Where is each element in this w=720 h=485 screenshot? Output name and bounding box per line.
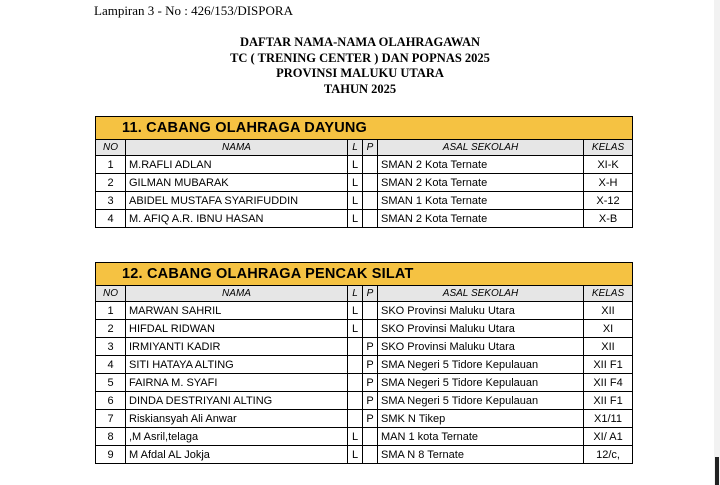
cell-no: 4 [96,356,126,374]
table-row [96,356,633,374]
heading-line-2: TC ( TRENING CENTER ) DAN POPNAS 2025 [230,50,490,65]
cell-no: 8 [96,428,126,446]
table-row [96,338,633,356]
col-p-header: P [363,140,378,156]
table-header-row [96,140,633,156]
table-row [96,410,633,428]
col-asal-header: ASAL SEKOLAH [378,140,584,156]
cell-asal-sekolah: SMK N Tikep [378,410,584,428]
cell-nama: M.RAFLI ADLAN [126,156,348,174]
cell-kelas: XII F1 [584,356,633,374]
table-row [96,320,633,338]
cell-kelas: 12/c, [584,446,633,464]
cell-no: 4 [96,210,126,228]
cell-l: L [348,210,363,228]
cell-nama: ,M Asril,telaga [126,428,348,446]
cell-kelas: XII F1 [584,392,633,410]
cell-l: L [348,174,363,192]
heading-line-3: PROVINSI MALUKU UTARA [276,66,444,80]
table-header-row [96,286,633,302]
cell-kelas: XII [584,338,633,356]
table-row [96,392,633,410]
table-row [96,374,633,392]
cell-kelas: XII F4 [584,374,633,392]
table-row [96,428,633,446]
col-nama-header: NAMA [126,140,348,156]
cell-nama: Riskiansyah Ali Anwar [126,410,348,428]
table-row [96,192,633,210]
cell-kelas: XI-K [584,156,633,174]
cell-l: L [348,320,363,338]
cell-no: 2 [96,174,126,192]
section-table-dayung [95,116,633,228]
cell-kelas: XI/ A1 [584,428,633,446]
cell-p: P [363,392,378,410]
cell-p [363,446,378,464]
cell-asal-sekolah: SMA Negeri 5 Tidore Kepulauan [378,392,584,410]
cell-l [348,410,363,428]
col-kelas-header: KELAS [584,286,633,302]
col-no-header: NO [96,140,126,156]
cell-no: 5 [96,374,126,392]
section-table-pencak-silat [95,262,633,464]
col-p-header: P [363,286,378,302]
cell-asal-sekolah: SMAN 2 Kota Ternate [378,210,584,228]
cell-kelas: X-B [584,210,633,228]
col-no-header: NO [96,286,126,302]
cell-nama: M Afdal AL Jokja [126,446,348,464]
cell-l: L [348,428,363,446]
cell-p [363,174,378,192]
col-l-header: L [348,140,363,156]
cell-no: 1 [96,302,126,320]
cell-nama: SITI HATAYA ALTING [126,356,348,374]
cell-asal-sekolah: SKO Provinsi Maluku Utara [378,302,584,320]
table-row [96,156,633,174]
section-title-row [96,263,633,286]
cell-nama: ABIDEL MUSTAFA SYARIFUDDIN [126,192,348,210]
cell-asal-sekolah: SMA Negeri 5 Tidore Kepulauan [378,374,584,392]
cell-kelas: X-H [584,174,633,192]
section-title-row [96,117,633,140]
cell-l: L [348,156,363,174]
cell-l [348,374,363,392]
cell-l [348,338,363,356]
cell-p: P [363,338,378,356]
cell-asal-sekolah: SMA N 8 Ternate [378,446,584,464]
cell-l: L [348,302,363,320]
cell-l [348,392,363,410]
cell-l: L [348,192,363,210]
cell-asal-sekolah: SKO Provinsi Maluku Utara [378,338,584,356]
cell-kelas: XI [584,320,633,338]
cell-kelas: X1/11 [584,410,633,428]
cell-asal-sekolah: SKO Provinsi Maluku Utara [378,320,584,338]
cell-nama: FAIRNA M. SYAFI [126,374,348,392]
table-row [96,174,633,192]
cell-kelas: XII [584,302,633,320]
heading-line-4: TAHUN 2025 [323,81,397,96]
cell-p [363,192,378,210]
cell-nama: IRMIYANTI KADIR [126,338,348,356]
cell-l: L [348,446,363,464]
cell-nama: MARWAN SAHRIL [126,302,348,320]
page-edge-shadow [714,0,720,485]
cell-no: 7 [96,410,126,428]
table-row [96,446,633,464]
cell-no: 3 [96,338,126,356]
cell-nama: DINDA DESTRIYANI ALTING [126,392,348,410]
table-row [96,210,633,228]
cell-no: 2 [96,320,126,338]
cell-asal-sekolah: SMA Negeri 5 Tidore Kepulauan [378,356,584,374]
lampiran-reference: Lampiran 3 - No : 426/153/DISPORA [94,3,293,18]
cell-p [363,210,378,228]
col-asal-header: ASAL SEKOLAH [378,286,584,302]
heading-line-1: DAFTAR NAMA-NAMA OLAHRAGAWAN [239,35,481,49]
cell-p [363,320,378,338]
cell-p: P [363,356,378,374]
cell-l [348,356,363,374]
cell-p [363,302,378,320]
cell-no: 1 [96,156,126,174]
cell-p: P [363,410,378,428]
col-kelas-header: KELAS [584,140,633,156]
col-nama-header: NAMA [126,286,348,302]
cell-p: P [363,374,378,392]
cell-nama: HIFDAL RIDWAN [126,320,348,338]
section-title: 12. CABANG OLAHRAGA PENCAK SILAT [96,263,633,286]
cell-asal-sekolah: SMAN 1 Kota Ternate [378,192,584,210]
cell-asal-sekolah: SMAN 2 Kota Ternate [378,174,584,192]
document-heading [0,35,720,97]
cell-no: 3 [96,192,126,210]
cell-asal-sekolah: SMAN 2 Kota Ternate [378,156,584,174]
section-title: 11. CABANG OLAHRAGA DAYUNG [96,117,633,140]
cell-nama: M. AFIQ A.R. IBNU HASAN [126,210,348,228]
cell-asal-sekolah: MAN 1 kota Ternate [378,428,584,446]
cell-no: 6 [96,392,126,410]
cell-kelas: X-12 [584,192,633,210]
cell-no: 9 [96,446,126,464]
cell-nama: GILMAN MUBARAK [126,174,348,192]
cell-p [363,428,378,446]
table-row [96,302,633,320]
cell-p [363,156,378,174]
col-l-header: L [348,286,363,302]
scrollbar-thumb[interactable] [715,457,719,485]
